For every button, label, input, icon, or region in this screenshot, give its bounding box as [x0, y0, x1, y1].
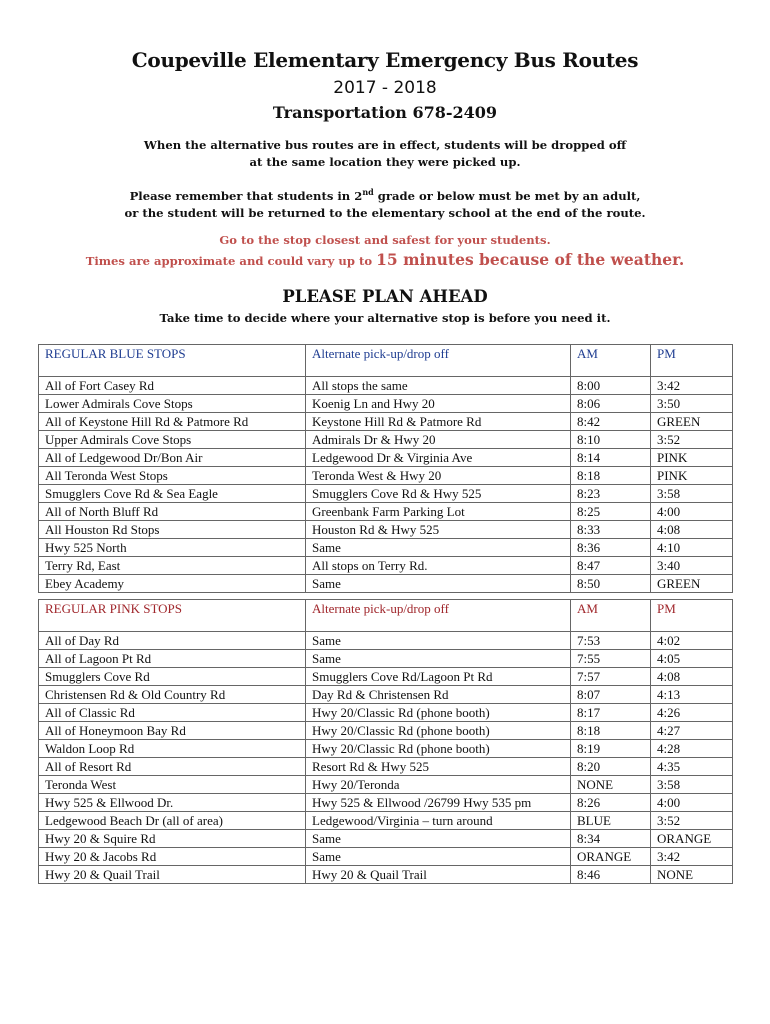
pm-time: 4:10	[651, 539, 733, 557]
regular-stop: All of Resort Rd	[39, 758, 306, 776]
weather-notice-emphasis: 15 minutes because of the weather.	[376, 250, 685, 269]
alternate-stop: Day Rd & Christensen Rd	[306, 686, 571, 704]
am-time: 7:55	[571, 650, 651, 668]
alternate-stop: Hwy 20 & Quail Trail	[306, 866, 571, 884]
table-row	[39, 575, 733, 593]
table-row	[39, 830, 733, 848]
am-time: 8:14	[571, 449, 651, 467]
blue-pm-header: PM	[651, 345, 733, 377]
pm-time: 3:52	[651, 431, 733, 449]
alternate-stop: Same	[306, 830, 571, 848]
regular-stop: Hwy 20 & Jacobs Rd	[39, 848, 306, 866]
am-time: 8:46	[571, 866, 651, 884]
alternate-stop: Smugglers Cove Rd/Lagoon Pt Rd	[306, 668, 571, 686]
alternate-stop: Admirals Dr & Hwy 20	[306, 431, 571, 449]
adult-note-part-b: grade or below must be met by an adult,	[373, 188, 641, 203]
pm-time: 4:05	[651, 650, 733, 668]
am-time: 8:23	[571, 485, 651, 503]
regular-stop: All of Fort Casey Rd	[39, 377, 306, 395]
am-time: 8:10	[571, 431, 651, 449]
table-row	[39, 377, 733, 395]
regular-stop: Terry Rd, East	[39, 557, 306, 575]
am-time: 8:18	[571, 722, 651, 740]
closest-stop-notice: Go to the stop closest and safest for your students.	[219, 233, 551, 247]
regular-stop: Hwy 20 & Squire Rd	[39, 830, 306, 848]
weather-notice-part-a: Times are approximate and could vary up to	[85, 254, 377, 268]
pm-time: PINK	[651, 449, 733, 467]
am-time: 8:17	[571, 704, 651, 722]
table-row	[39, 668, 733, 686]
alternate-stop: Hwy 20/Teronda	[306, 776, 571, 794]
table-row	[39, 848, 733, 866]
page-title: Coupeville Elementary Emergency Bus Routes	[131, 48, 639, 72]
pink-am-header: AM	[571, 600, 651, 632]
table-row	[39, 776, 733, 794]
am-time: NONE	[571, 776, 651, 794]
pm-time: 3:42	[651, 377, 733, 395]
school-year: 2017 - 2018	[333, 78, 437, 98]
am-time: 8:34	[571, 830, 651, 848]
pm-time: 3:52	[651, 812, 733, 830]
table-row	[39, 539, 733, 557]
alternate-stop: Same	[306, 539, 571, 557]
pm-time: 3:40	[651, 557, 733, 575]
regular-stop: Upper Admirals Cove Stops	[39, 431, 306, 449]
pm-time: ORANGE	[651, 830, 733, 848]
am-time: 8:00	[571, 377, 651, 395]
am-time: 8:33	[571, 521, 651, 539]
pm-time: 4:08	[651, 521, 733, 539]
regular-stop: Teronda West	[39, 776, 306, 794]
alternate-stop: Hwy 20/Classic Rd (phone booth)	[306, 704, 571, 722]
plan-ahead-heading: PLEASE PLAN AHEAD	[282, 287, 488, 306]
alternate-stop: Ledgewood Dr & Virginia Ave	[306, 449, 571, 467]
pm-time: 3:42	[651, 848, 733, 866]
table-row	[39, 722, 733, 740]
table-row	[39, 866, 733, 884]
pm-time: 3:58	[651, 485, 733, 503]
regular-stop: All of Day Rd	[39, 632, 306, 650]
alternate-stop: Koenig Ln and Hwy 20	[306, 395, 571, 413]
table-row	[39, 503, 733, 521]
pm-time: NONE	[651, 866, 733, 884]
regular-stop: Ledgewood Beach Dr (all of area)	[39, 812, 306, 830]
adult-pickup-note-line-1	[0, 184, 770, 205]
alternate-stop: Hwy 525 & Ellwood /26799 Hwy 535 pm	[306, 794, 571, 812]
pm-time: PINK	[651, 467, 733, 485]
table-row	[39, 632, 733, 650]
pink-stops-table	[38, 599, 733, 884]
table-row	[39, 740, 733, 758]
dropoff-note-line-1: When the alternative bus routes are in effect, students will be dropped off	[143, 138, 627, 152]
blue-section-heading: REGULAR BLUE STOPS	[39, 345, 306, 377]
table-row	[39, 704, 733, 722]
pm-time: 3:58	[651, 776, 733, 794]
pm-time: 4:27	[651, 722, 733, 740]
am-time: BLUE	[571, 812, 651, 830]
alternate-stop: All stops the same	[306, 377, 571, 395]
am-time: 8:42	[571, 413, 651, 431]
regular-stop: All of North Bluff Rd	[39, 503, 306, 521]
alternate-stop: Smugglers Cove Rd & Hwy 525	[306, 485, 571, 503]
am-time: 8:07	[571, 686, 651, 704]
adult-note-part-a: Please remember that students in 2	[129, 188, 363, 203]
alternate-stop: Same	[306, 848, 571, 866]
regular-stop: Hwy 20 & Quail Trail	[39, 866, 306, 884]
regular-stop: Waldon Loop Rd	[39, 740, 306, 758]
table-row	[39, 485, 733, 503]
transportation-phone: Transportation 678-2409	[272, 103, 498, 122]
regular-stop: All of Keystone Hill Rd & Patmore Rd	[39, 413, 306, 431]
pink-pm-header: PM	[651, 600, 733, 632]
am-time: 7:57	[571, 668, 651, 686]
adult-note-superscript: nd	[362, 187, 374, 197]
alternate-stop: Same	[306, 575, 571, 593]
am-time: 8:19	[571, 740, 651, 758]
pink-table-header	[39, 600, 733, 632]
regular-stop: All of Honeymoon Bay Rd	[39, 722, 306, 740]
pm-time: 4:00	[651, 503, 733, 521]
regular-stop: All Houston Rd Stops	[39, 521, 306, 539]
pm-time: 4:35	[651, 758, 733, 776]
table-row	[39, 758, 733, 776]
table-row	[39, 650, 733, 668]
blue-table-header	[39, 345, 733, 377]
blue-table-body	[39, 377, 733, 593]
table-row	[39, 812, 733, 830]
dropoff-note	[0, 137, 770, 171]
am-time: 8:50	[571, 575, 651, 593]
pm-time: GREEN	[651, 413, 733, 431]
alternate-stop: Houston Rd & Hwy 525	[306, 521, 571, 539]
pink-alt-header: Alternate pick-up/drop off	[306, 600, 571, 632]
table-row	[39, 794, 733, 812]
am-time: 8:26	[571, 794, 651, 812]
table-row	[39, 557, 733, 575]
alternate-stop: All stops on Terry Rd.	[306, 557, 571, 575]
table-row	[39, 395, 733, 413]
blue-alt-header: Alternate pick-up/drop off	[306, 345, 571, 377]
am-time: 8:36	[571, 539, 651, 557]
regular-stop: Hwy 525 & Ellwood Dr.	[39, 794, 306, 812]
am-time: 8:20	[571, 758, 651, 776]
adult-pickup-note-line-2: or the student will be returned to the elementary school at the end of the route.	[124, 205, 646, 220]
alternate-stop: Hwy 20/Classic Rd (phone booth)	[306, 740, 571, 758]
table-row	[39, 413, 733, 431]
regular-stop: Hwy 525 North	[39, 539, 306, 557]
alternate-stop: Greenbank Farm Parking Lot	[306, 503, 571, 521]
regular-stop: Ebey Academy	[39, 575, 306, 593]
regular-stop: All Teronda West Stops	[39, 467, 306, 485]
table-row	[39, 521, 733, 539]
alternate-stop: Teronda West & Hwy 20	[306, 467, 571, 485]
table-row	[39, 467, 733, 485]
pm-time: 4:28	[651, 740, 733, 758]
alternate-stop: Same	[306, 650, 571, 668]
blue-am-header: AM	[571, 345, 651, 377]
pink-section-heading: REGULAR PINK STOPS	[39, 600, 306, 632]
regular-stop: Lower Admirals Cove Stops	[39, 395, 306, 413]
regular-stop: All of Ledgewood Dr/Bon Air	[39, 449, 306, 467]
am-time: 8:06	[571, 395, 651, 413]
regular-stop: Smugglers Cove Rd	[39, 668, 306, 686]
weather-delay-notice	[0, 250, 770, 269]
table-row	[39, 431, 733, 449]
pm-time: GREEN	[651, 575, 733, 593]
pm-time: 3:50	[651, 395, 733, 413]
regular-stop: Smugglers Cove Rd & Sea Eagle	[39, 485, 306, 503]
am-time: 7:53	[571, 632, 651, 650]
regular-stop: Christensen Rd & Old Country Rd	[39, 686, 306, 704]
pm-time: 4:00	[651, 794, 733, 812]
alternate-stop: Same	[306, 632, 571, 650]
table-row	[39, 449, 733, 467]
regular-stop: All of Classic Rd	[39, 704, 306, 722]
pm-time: 4:02	[651, 632, 733, 650]
alternate-stop: Keystone Hill Rd & Patmore Rd	[306, 413, 571, 431]
am-time: 8:47	[571, 557, 651, 575]
blue-stops-table	[38, 344, 733, 593]
pm-time: 4:13	[651, 686, 733, 704]
pink-table-body	[39, 632, 733, 884]
am-time: ORANGE	[571, 848, 651, 866]
dropoff-note-line-2: at the same location they were picked up.	[249, 155, 521, 169]
adult-pickup-note	[0, 184, 770, 222]
regular-stop: All of Lagoon Pt Rd	[39, 650, 306, 668]
alternate-stop: Hwy 20/Classic Rd (phone booth)	[306, 722, 571, 740]
alternate-stop: Resort Rd & Hwy 525	[306, 758, 571, 776]
am-time: 8:18	[571, 467, 651, 485]
alternate-stop: Ledgewood/Virginia – turn around	[306, 812, 571, 830]
table-row	[39, 686, 733, 704]
am-time: 8:25	[571, 503, 651, 521]
pm-time: 4:26	[651, 704, 733, 722]
pm-time: 4:08	[651, 668, 733, 686]
plan-ahead-subtext: Take time to decide where your alternative stop is before you need it.	[159, 311, 611, 325]
